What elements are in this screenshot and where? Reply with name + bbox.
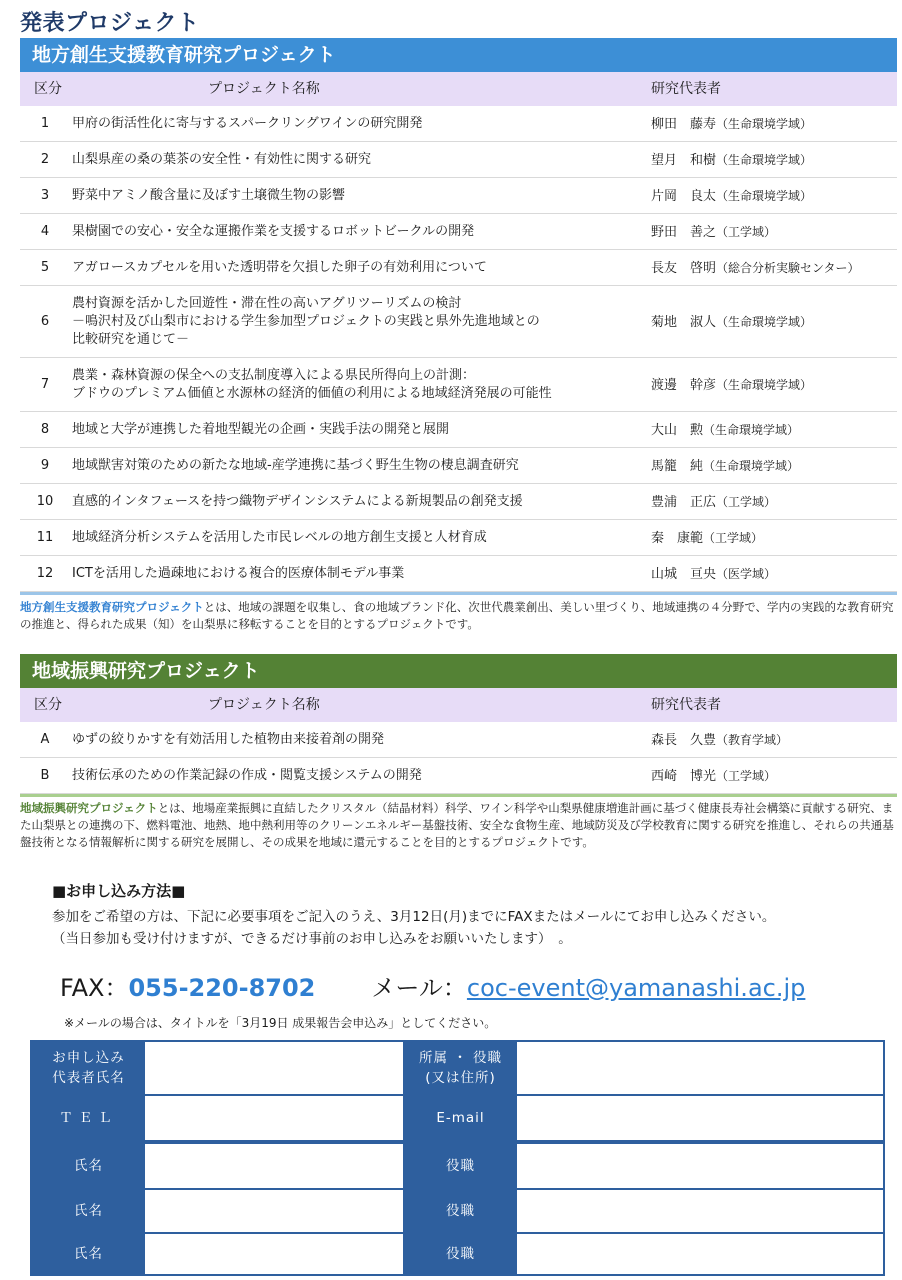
table-row	[20, 286, 897, 358]
row-number: 10	[36, 494, 54, 509]
representative	[651, 286, 812, 359]
section1-desc-body: とは、地域の課題を収集し、食の地域ブランド化、次世代農業創出、美しい里づくり、地域連携の４分野で、学内の実践的な教育研究の推進と、得られた成果（知）を山梨県に移転することを目的とするプロジェクトです。	[20, 600, 894, 631]
page-title: 発表プロジェクト	[20, 11, 200, 36]
form-row-representative	[32, 1042, 883, 1094]
project-title-line: ICTを活用した過疎地における複合的医療体制モデル事業	[72, 566, 405, 581]
representative	[651, 484, 776, 521]
representative-affiliation: （医学域）	[716, 567, 777, 581]
mail-label: メール：	[371, 974, 467, 1002]
table-row	[20, 412, 897, 448]
project-title	[72, 151, 632, 169]
section2-table-body	[20, 722, 897, 794]
table-row	[20, 758, 897, 794]
representative-affiliation: （工学域）	[716, 495, 777, 509]
representative-affiliation: （工学域）	[703, 531, 764, 545]
representative	[651, 758, 776, 795]
project-title	[72, 493, 632, 511]
fax-number: 055-220-8702	[128, 974, 316, 1002]
row-number: 7	[40, 377, 50, 392]
row-number: 4	[40, 224, 50, 239]
project-title	[72, 767, 632, 785]
project-title	[72, 529, 632, 547]
project-title-line: ブドウのプレミアム価値と水源林の経済的価値の利用による地域経済発展の可能性	[72, 386, 552, 401]
representative-name: 豊浦 正広	[651, 495, 717, 510]
member-position-field[interactable]	[517, 1190, 883, 1232]
affiliation-field[interactable]	[517, 1042, 883, 1094]
representative-affiliation: （工学域）	[716, 225, 777, 239]
table-row	[20, 722, 897, 758]
row-number: A	[40, 732, 50, 747]
project-title-line: 甲府の街活性化に寄与するスパークリングワインの研究開発	[72, 116, 423, 131]
representative	[651, 250, 860, 287]
tel-label: ＴＥＬ	[32, 1096, 145, 1140]
form-row-member	[32, 1234, 883, 1274]
section2-table-header	[20, 688, 897, 722]
project-title-line: 農業・森林資源の保全への支払制度導入による県民所得向上の計測：	[72, 368, 476, 383]
representative-affiliation: （生命環境学域）	[716, 315, 813, 329]
member-position-label: 役職	[404, 1190, 517, 1232]
representative	[651, 214, 776, 251]
member-name-label: 氏名	[32, 1144, 145, 1188]
table-row	[20, 178, 897, 214]
section1-divider	[20, 592, 897, 595]
form-row-member	[32, 1144, 883, 1188]
representative-name: 片岡 良太	[651, 189, 717, 204]
apply-text-line1: 参加をご希望の方は、下記に必要事項をご記入のうえ、3月12日(月)までにFAXまたはメールにてお申し込みください。	[52, 909, 776, 925]
project-title-line: 比較研究を通じて－	[72, 332, 190, 347]
representative	[651, 722, 788, 759]
col-rep-header: 研究代表者	[651, 697, 721, 713]
representative-name: 野田 善之	[651, 225, 717, 240]
project-title	[72, 421, 632, 439]
project-title-line: ゆずの絞りかすを有効活用した植物由来接着剤の開発	[72, 732, 385, 747]
representative	[651, 142, 812, 179]
representative-affiliation: （生命環境学域）	[703, 459, 800, 473]
representative-affiliation: （生命環境学域）	[716, 153, 813, 167]
section2-description	[20, 800, 897, 851]
representative-name: 森長 久豊	[651, 733, 717, 748]
member-name-field[interactable]	[145, 1234, 404, 1274]
col-no-header: 区分	[34, 697, 62, 713]
representative-affiliation: （生命環境学域）	[703, 423, 800, 437]
project-title	[72, 367, 632, 403]
project-title	[72, 187, 632, 205]
fax-label: FAX：	[60, 974, 129, 1002]
col-no-header: 区分	[34, 81, 62, 97]
tel-field[interactable]	[145, 1096, 404, 1140]
representative	[651, 520, 763, 557]
rep-name-label: お申し込み 代表者氏名	[32, 1042, 145, 1094]
application-form	[30, 1040, 885, 1276]
section1-table-header	[20, 72, 897, 106]
member-name-label: 氏名	[32, 1234, 145, 1274]
representative	[651, 556, 776, 593]
row-number: 1	[40, 116, 50, 131]
row-number: 8	[40, 422, 50, 437]
row-number: 2	[40, 152, 50, 167]
mail-link[interactable]: coc-event@yamanashi.ac.jp	[466, 974, 806, 1002]
representative-name: 秦 康範	[651, 531, 704, 546]
section1-desc-lead: 地方創生支援教育研究プロジェクト	[20, 600, 204, 614]
representative	[651, 358, 812, 413]
row-number: 11	[36, 530, 54, 545]
section1-banner: 地方創生支援教育研究プロジェクト	[20, 38, 897, 72]
representative	[651, 178, 812, 215]
project-title	[72, 565, 632, 583]
project-title	[72, 115, 632, 133]
project-title-line: 山梨県産の桑の葉茶の安全性・有効性に関する研究	[72, 152, 372, 167]
project-title	[72, 295, 632, 349]
representative	[651, 412, 799, 449]
member-position-field[interactable]	[517, 1144, 883, 1188]
project-title-line: 地域と大学が連携した着地型観光の企画・実践手法の開発と展開	[72, 422, 450, 437]
representative-affiliation: （工学域）	[716, 769, 777, 783]
rep-name-field[interactable]	[145, 1042, 404, 1094]
project-title-line: アガロースカプセルを用いた透明帯を欠損した卵子の有効利用について	[72, 260, 487, 275]
table-row	[20, 142, 897, 178]
representative-affiliation: （生命環境学域）	[716, 378, 813, 392]
apply-text-line2: （当日参加も受け付けますが、できるだけ事前のお申し込みをお願いいたします） 。	[52, 931, 572, 947]
representative-name: 西崎 博光	[651, 769, 717, 784]
member-position-label: 役職	[404, 1234, 517, 1274]
project-title	[72, 457, 632, 475]
representative-affiliation: （教育学域）	[716, 733, 789, 747]
apply-instructions	[52, 906, 882, 950]
table-row	[20, 520, 897, 556]
member-name-field[interactable]	[145, 1190, 404, 1232]
representative-name: 望月 和樹	[651, 153, 717, 168]
representative-name: 長友 啓明	[651, 261, 717, 276]
row-number: 12	[36, 566, 54, 581]
email-field[interactable]	[517, 1096, 883, 1140]
project-title	[72, 259, 632, 277]
representative-name: 馬籠 純	[651, 459, 704, 474]
form-row-member	[32, 1190, 883, 1232]
section1-description	[20, 599, 897, 633]
section1-table-body	[20, 106, 897, 592]
project-title-line: 農村資源を活かした回遊性・滞在性の高いアグリツーリズムの検討	[72, 296, 462, 311]
section2-desc-body: とは、地場産業振興に直結したクリスタル（結晶材料）科学、ワイン科学や山梨県健康増進計画に基づく健康長寿社会構築に貢献する研究、また山梨県との連携の下、燃料電池、地熱、地中熱利用等のクリーンエネルギー基盤技術、安全な食物生産、地域防災及び学校教育に関する研究を推進し、それらの共通基盤技術となる情報解析に関する研究を展開し、その成果を地域に還元することを目的とするプロジェクトです。	[20, 801, 894, 849]
table-row	[20, 484, 897, 520]
representative	[651, 106, 812, 143]
apply-heading: ■お申し込み方法■	[52, 882, 186, 900]
col-title-header: プロジェクト名称	[208, 81, 320, 97]
section2-banner: 地域振興研究プロジェクト	[20, 654, 897, 688]
table-row	[20, 358, 897, 412]
section2-divider	[20, 794, 897, 797]
representative-name: 山城 亘央	[651, 567, 717, 582]
representative-name: 大山 勲	[651, 423, 704, 438]
email-label: E-mail	[404, 1096, 517, 1140]
member-name-field[interactable]	[145, 1144, 404, 1188]
affiliation-label: 所属 ・ 役職 (又は住所)	[404, 1042, 517, 1094]
project-title	[72, 731, 632, 749]
row-number: B	[40, 768, 50, 783]
row-number: 6	[40, 314, 50, 329]
project-title-line: －鳴沢村及び山梨市における学生参加型プロジェクトの実践と県外先進地域との	[72, 314, 540, 329]
project-title-line: 技術伝承のための作業記録の作成・閲覧支援システムの開発	[72, 768, 422, 783]
form-row-tel	[32, 1096, 883, 1140]
representative-affiliation: （生命環境学域）	[716, 117, 813, 131]
representative-name: 菊地 淑人	[651, 315, 717, 330]
project-title	[72, 223, 632, 241]
project-title-line: 地域獣害対策のための新たな地域-産学連携に基づく野生生物の棲息調査研究	[72, 458, 519, 473]
representative-affiliation: （総合分析実験センター）	[716, 261, 860, 275]
section2-desc-lead: 地域振興研究プロジェクト	[20, 801, 158, 815]
col-title-header: プロジェクト名称	[208, 697, 320, 713]
representative-affiliation: （生命環境学域）	[716, 189, 813, 203]
project-title-line: 直感的インタフェースを持つ織物デザインシステムによる新規製品の創発支援	[72, 494, 523, 509]
representative	[651, 448, 799, 485]
project-title-line: 果樹園での安心・安全な運搬作業を支援するロボットビークルの開発	[72, 224, 475, 239]
table-row	[20, 106, 897, 142]
row-number: 9	[40, 458, 50, 473]
table-row	[20, 214, 897, 250]
member-position-field[interactable]	[517, 1234, 883, 1274]
contact-info	[60, 968, 805, 1003]
mail-note: ※メールの場合は、タイトルを「3月19日 成果報告会申込み」としてください。	[64, 1016, 497, 1030]
representative-name: 渡邊 幹彦	[651, 378, 717, 393]
member-name-label: 氏名	[32, 1190, 145, 1232]
row-number: 3	[40, 188, 50, 203]
project-title-line: 野菜中アミノ酸含量に及ぼす土壌微生物の影響	[72, 188, 346, 203]
table-row	[20, 250, 897, 286]
row-number: 5	[40, 260, 50, 275]
col-rep-header: 研究代表者	[651, 81, 721, 97]
representative-name: 柳田 藤寿	[651, 117, 717, 132]
table-row	[20, 556, 897, 592]
project-title-line: 地域経済分析システムを活用した市民レベルの地方創生支援と人材育成	[72, 530, 487, 545]
member-position-label: 役職	[404, 1144, 517, 1188]
table-row	[20, 448, 897, 484]
